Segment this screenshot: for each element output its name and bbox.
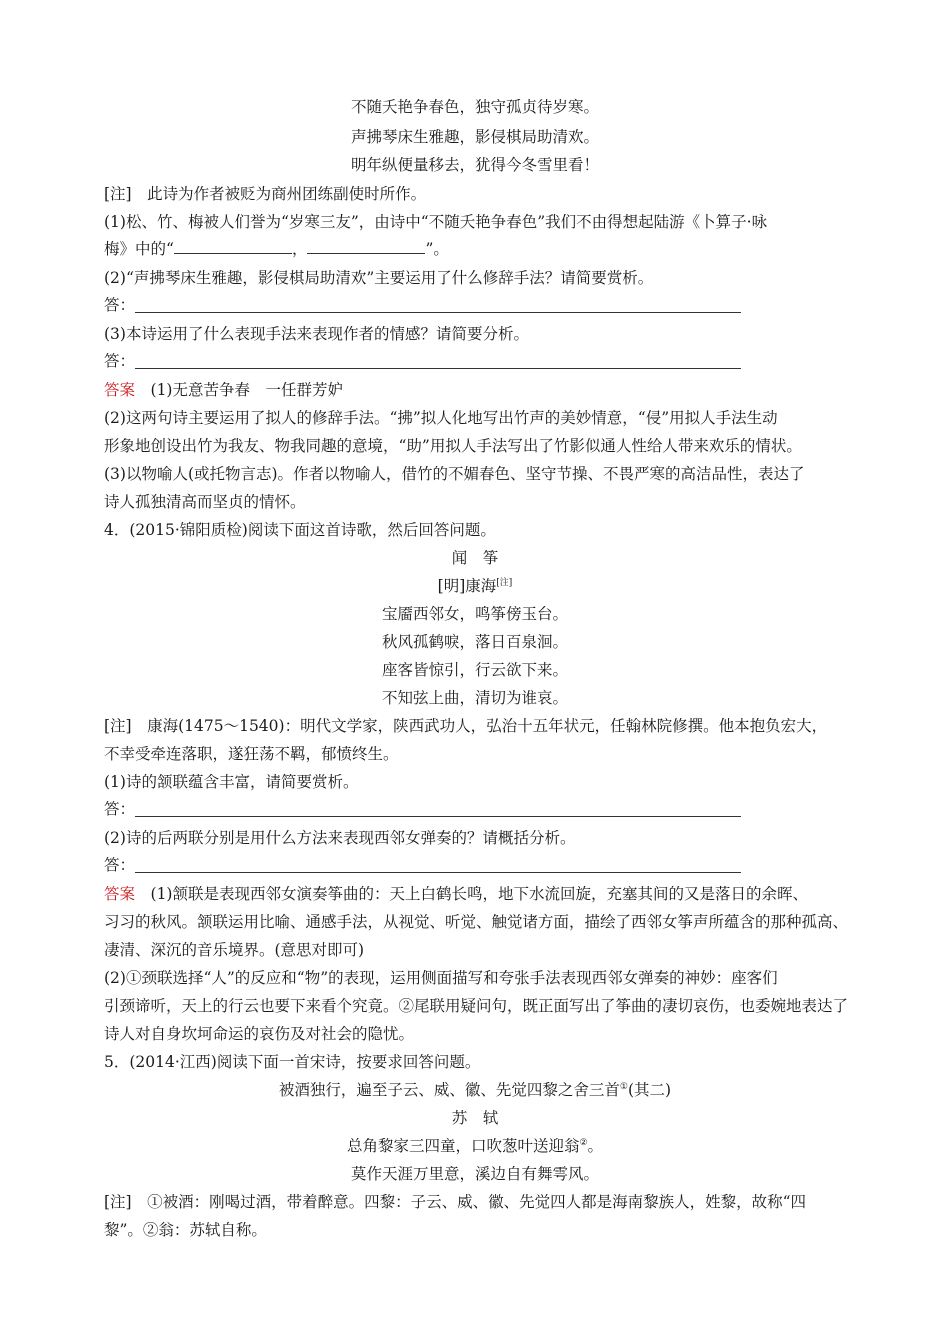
- answer-prefix: 答：: [104, 352, 136, 370]
- poem1-answer-2-cont: 形象地创设出竹为我友、物我同趣的意境，“助”用拟人手法写出了竹影似通人性给人带来欢乐的情状。: [104, 437, 802, 455]
- question-5-heading: 5．(2014·江西)阅读下面一首宋诗，按要求回答问题。: [104, 1053, 481, 1071]
- poem1-line-3: 明年纵便量移去，犹得今冬雪里看！: [350, 156, 599, 174]
- answer-label: 答案: [104, 885, 136, 903]
- answer-line[interactable]: [135, 368, 741, 369]
- poem1-question-2: (2)“声拂琴床生雅趣，影侵棋局助清欢”主要运用了什么修辞手法？请简要赏析。: [104, 269, 654, 287]
- answer-line[interactable]: [135, 312, 741, 313]
- poem3-note: [注] ①被酒：刚喝过酒，带着醉意。四黎：子云、威、徽、先觉四人都是海南黎族人，姓黎，故称“四: [104, 1193, 807, 1211]
- answer-line[interactable]: [135, 872, 741, 873]
- poem3-note-cont: 黎”。②翁：苏轼自称。: [104, 1221, 267, 1239]
- poem2-line-4: 不知弦上曲，清切为谁哀。: [381, 689, 568, 707]
- answer-label: 答案: [104, 381, 136, 399]
- poem1-answer-3: (3)以物喻人(或托物言志)。作者以物喻人，借竹的不媚春色、坚守节操、不畏严寒的高洁品性，表达了: [104, 465, 805, 483]
- answer-prefix: 答：: [104, 856, 136, 874]
- poem3-line-1: 总角黎家三四童，口吹葱叶送迎翁②。: [346, 1137, 604, 1155]
- poem2-note: [注] 康海(1475～1540)：明代文学家，陕西武功人，弘治十五年状元，任翰林院修撰。他本抱负宏大，: [104, 717, 828, 735]
- poem1-line-2: 声拂琴床生雅趣，影侵棋局助清欢。: [350, 128, 599, 146]
- poem3-line-2: 莫作天涯万里意，溪边自有舞雩风。: [350, 1165, 599, 1183]
- answer-prefix: 答：: [104, 800, 136, 818]
- poem2-line-3: 座客皆惊引，行云欲下来。: [381, 661, 568, 679]
- poem1-line-1: 不随夭艳争春色，独守孤贞待岁寒。: [350, 98, 599, 116]
- poem2-author: [明]康海[注]: [437, 577, 513, 595]
- poem3-title: 被酒独行，遍至子云、威、徽、先觉四黎之舍三首①(其二): [278, 1081, 672, 1099]
- question-4-answer-1: 答案 (1)颔联是表现西邻女演奏筝曲的：天上白鹤长鸣，地下水流回旋，充塞其间的又是落日的余晖、: [104, 885, 808, 903]
- poem3-author: 苏 轼: [451, 1109, 499, 1127]
- question-4-heading: 4．(2015·锦阳质检)阅读下面这首诗歌，然后回答问题。: [104, 521, 496, 539]
- question-4-answer-1-cont: 习习的秋风。颔联运用比喻、通感手法，从视觉、听觉、触觉诸方面，描绘了西邻女筝声所蕴含的那种孤高、: [104, 913, 849, 931]
- poem1-question-1-cont: 梅》中的“ ， ”。: [104, 240, 449, 258]
- question-4-answer-1-cont2: 凄清、深沉的音乐境界。(意思对即可): [104, 941, 365, 959]
- answer-line[interactable]: [135, 816, 741, 817]
- poem2-note-cont: 不幸受牵连落职，遂狂荡不羁，郁愤终生。: [104, 745, 399, 763]
- answer-prefix: 答：: [104, 296, 136, 314]
- poem1-question-3: (3)本诗运用了什么表现手法来表现作者的情感？请简要分析。: [104, 325, 529, 343]
- fill-blank-1[interactable]: [174, 239, 292, 254]
- poem1-question-1: (1)松、竹、梅被人们誉为“岁寒三友”，由诗中“不随夭艳争春色”我们不由得想起陆游《卜算子·咏: [104, 213, 768, 231]
- poem2-title: 闻 筝: [451, 549, 499, 567]
- question-4-answer-2-cont2: 诗人对自身坎坷命运的哀伤及对社会的隐忧。: [104, 1025, 415, 1043]
- question-4-answer-2-cont: 引颈谛听，天上的行云也要下来看个究竟。②尾联用疑问句，既正面写出了筝曲的凄切哀伤，也委婉地表达了: [104, 997, 849, 1015]
- poem1-answer-3-cont: 诗人孤独清高而坚贞的情怀。: [104, 493, 306, 511]
- poem1-note: [注] 此诗为作者被贬为商州团练副使时所作。: [104, 185, 427, 203]
- fill-blank-2[interactable]: [307, 239, 425, 254]
- poem1-answer-1: 答案 (1)无意苦争春 一任群芳妒: [104, 381, 343, 399]
- question-4-2: (2)诗的后两联分别是用什么方法来表现西邻女弹奏的？请概括分析。: [104, 829, 576, 847]
- poem1-answer-2: (2)这两句诗主要运用了拟人的修辞手法。“拂”拟人化地写出竹声的美妙情意，“侵”用拟人手法生动: [104, 409, 778, 427]
- question-4-1: (1)诗的颔联蕴含丰富，请简要赏析。: [104, 773, 359, 791]
- question-4-answer-2: (2)①颈联选择“人”的反应和“物”的表现，运用侧面描写和夸张手法表现西邻女弹奏的神妙：座客们: [104, 969, 778, 987]
- poem2-line-2: 秋风孤鹤唳，落日百泉洄。: [381, 633, 568, 651]
- poem2-line-1: 宝靥西邻女，鸣筝傍玉台。: [381, 605, 568, 623]
